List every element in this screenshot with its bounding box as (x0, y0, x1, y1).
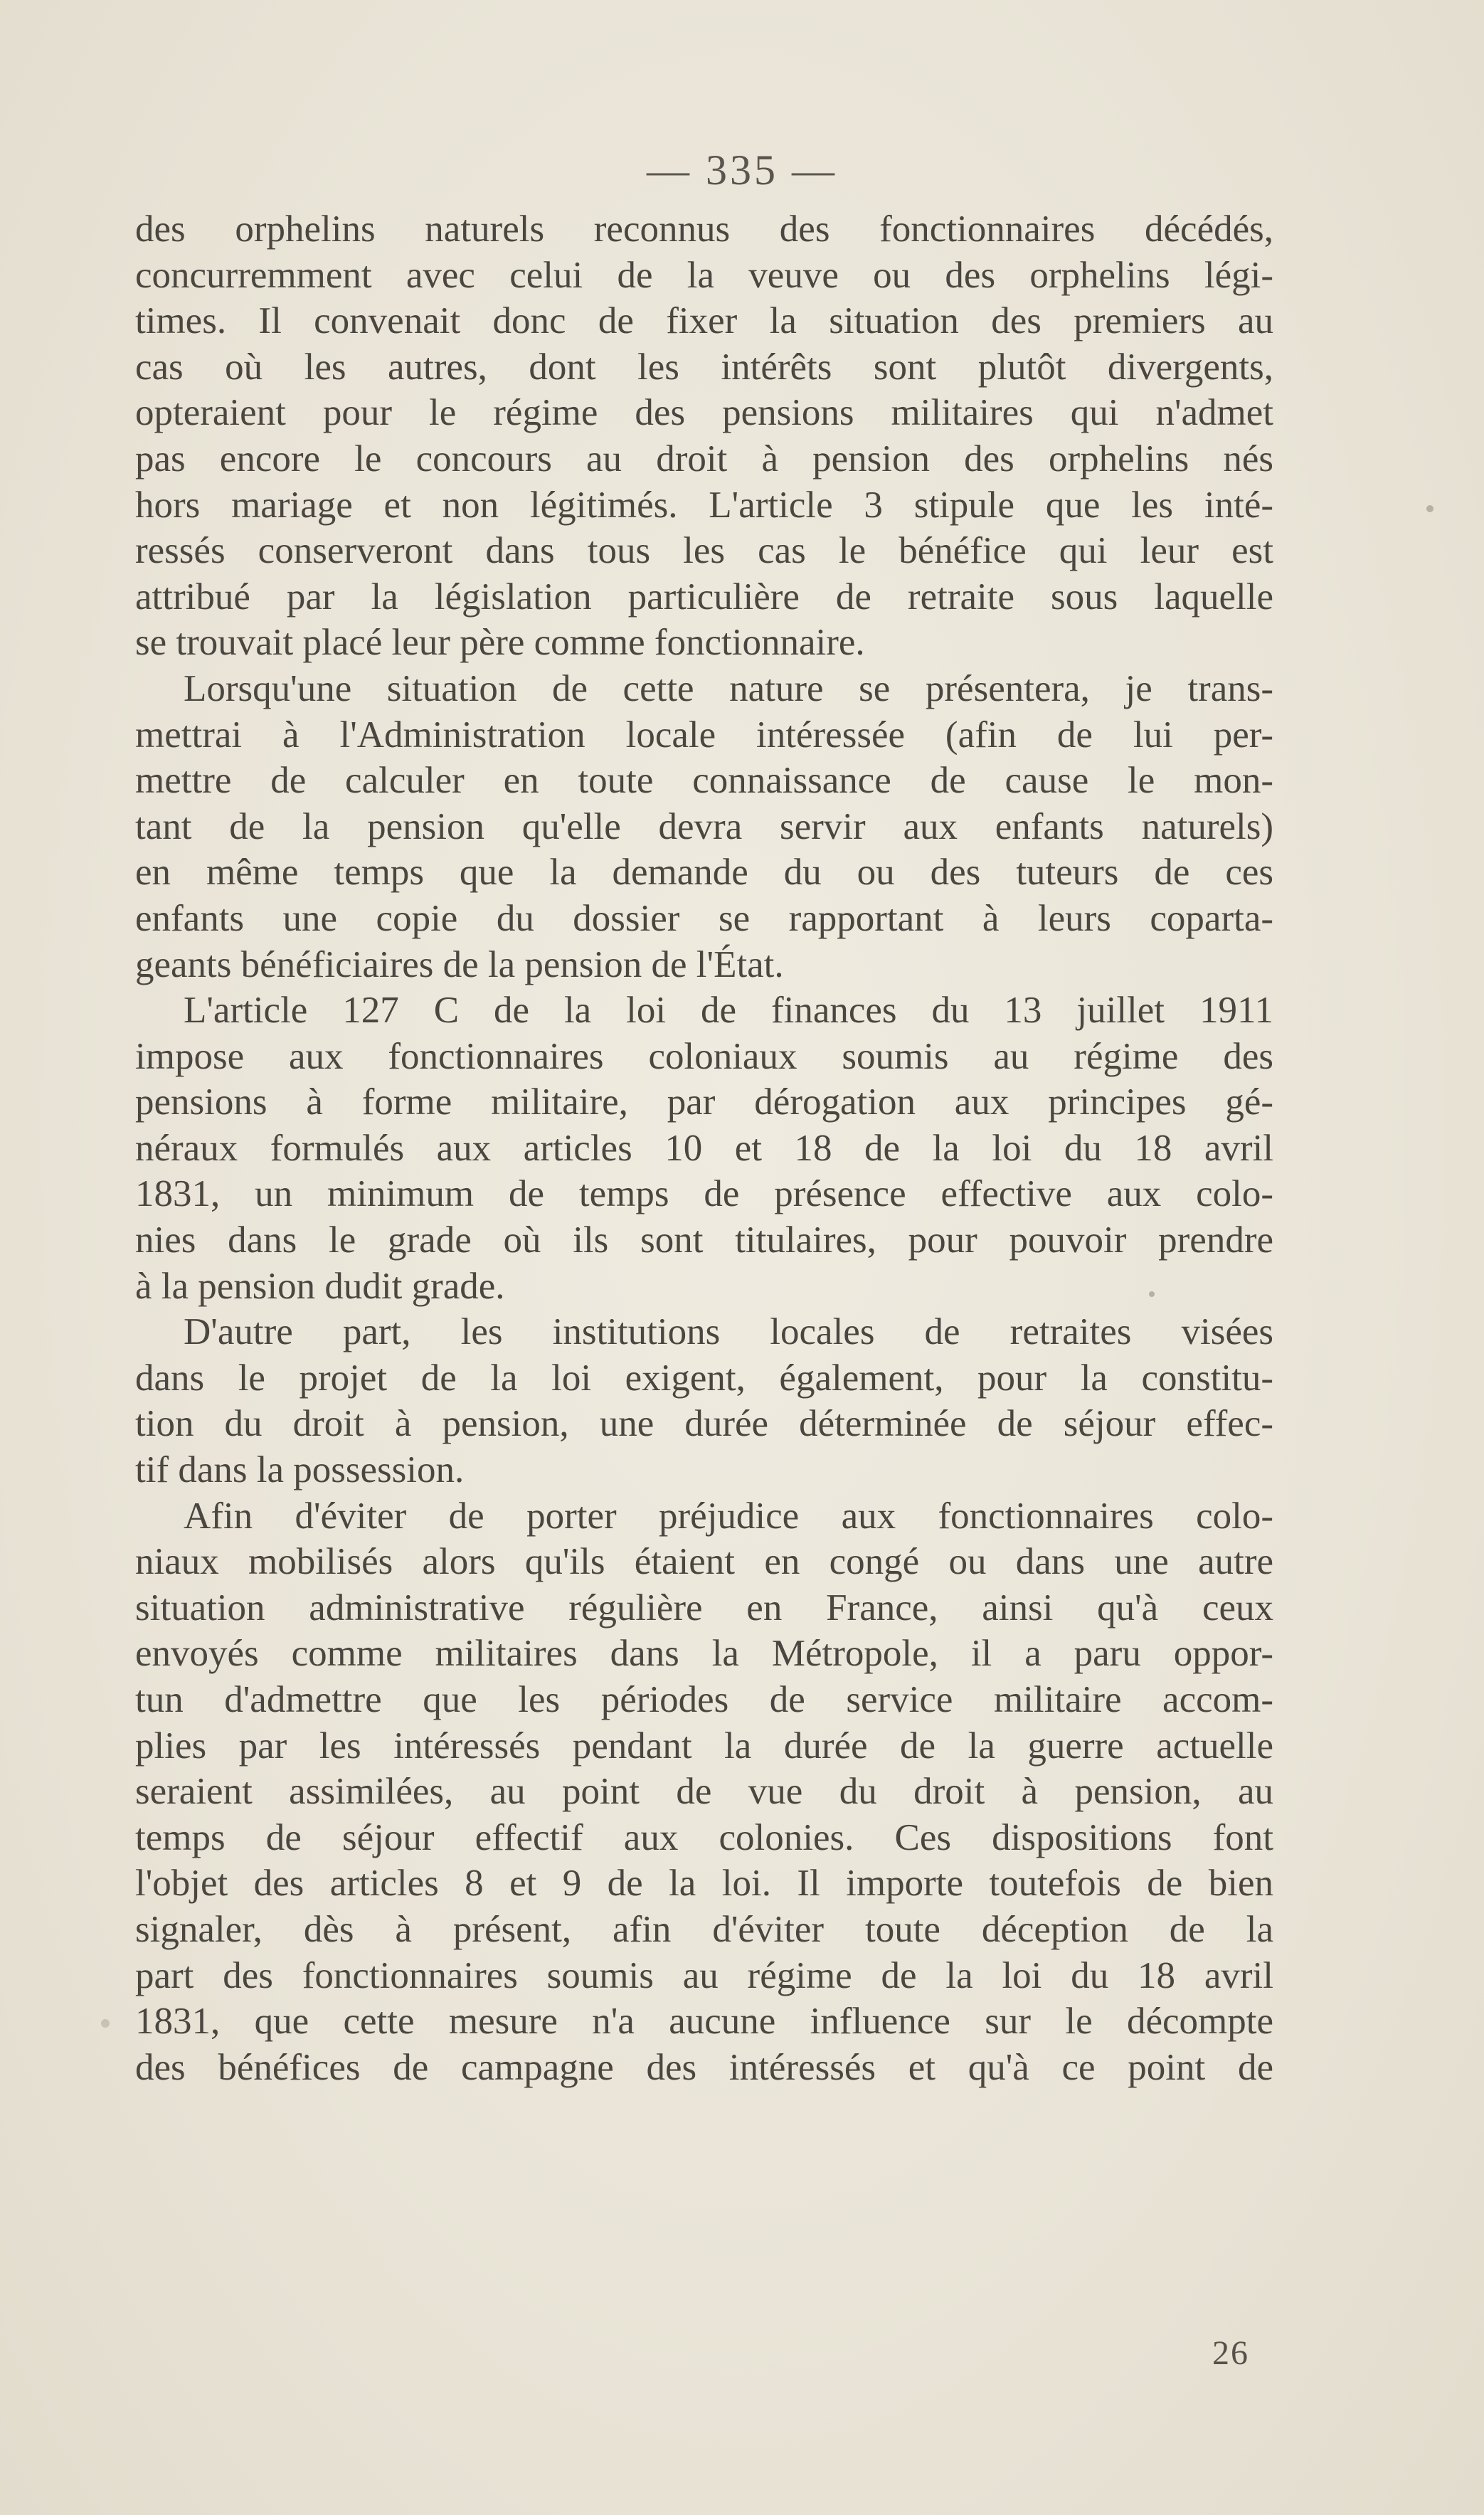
text-line: pensions à forme militaire, par dérogation aux principes gé- (135, 1081, 1273, 1123)
text-line: impose aux fonctionnaires coloniaux soumis au régime des (135, 1035, 1273, 1077)
text-line: mettre de calculer en toute connaissance de cause le mon- (135, 760, 1273, 802)
text-line: Lorsqu'une situation de cette nature se présentera, je trans- (184, 667, 1273, 709)
text-line: envoyés comme militaires dans la Métropole, il a paru oppor- (135, 1633, 1273, 1675)
text-line: seraient assimilées, au point de vue du droit à pension, au (135, 1771, 1273, 1813)
text-line: cas où les autres, dont les intérêts sont plutôt divergents, (135, 346, 1273, 388)
scan-speck (1426, 505, 1433, 512)
text-line: tun d'admettre que les périodes de service militaire accom- (135, 1679, 1273, 1720)
text-line: 1831, un minimum de temps de présence effective aux colo- (135, 1173, 1273, 1215)
text-line: à la pension dudit grade. (135, 1265, 505, 1307)
text-line: situation administrative régulière en France, ainsi qu'à ceux (135, 1587, 1273, 1629)
scan-speck (101, 2019, 110, 2028)
text-line: signaler, dès à présent, afin d'éviter toute déception de la (135, 1908, 1273, 1950)
paragraph-3 (135, 988, 1273, 1309)
text-line: ressés conserveront dans tous les cas le bénéfice qui leur est (135, 530, 1273, 572)
text-line: concurremment avec celui de la veuve ou des orphelins légi- (135, 254, 1273, 296)
signature-mark: 26 (1212, 2334, 1249, 2372)
paragraph-5 (135, 1493, 1273, 2091)
text-line: times. Il convenait donc de fixer la situation des premiers au (135, 300, 1273, 342)
text-line: plies par les intéressés pendant la durée de la guerre actuelle (135, 1725, 1273, 1767)
text-line: dans le projet de la loi exigent, également, pour la constitu- (135, 1357, 1273, 1399)
scan-speck (1149, 1291, 1155, 1297)
text-line: L'article 127 C de la loi de finances du 13 juillet 1911 (184, 990, 1273, 1032)
text-line: des orphelins naturels reconnus des fonctionnaires décédés, (135, 208, 1273, 250)
text-line: geants bénéficiaires de la pension de l'État. (135, 943, 784, 985)
page-number: — 335 — (647, 147, 837, 194)
text-line: enfants une copie du dossier se rapportant à leurs coparta- (135, 897, 1273, 939)
paragraph-4 (135, 1309, 1273, 1493)
text-line: tif dans la possession. (135, 1449, 465, 1491)
body-text (135, 206, 1273, 2090)
text-line: Afin d'éviter de porter préjudice aux fonctionnaires colo- (184, 1495, 1273, 1537)
text-line: nies dans le grade où ils sont titulaires, pour pouvoir prendre (135, 1219, 1273, 1261)
text-line: attribué par la législation particulière de retraite sous laquelle (135, 576, 1273, 618)
paragraph-1 (135, 206, 1273, 666)
text-line: tion du droit à pension, une durée déterminée de séjour effec- (135, 1403, 1273, 1445)
text-line: pas encore le concours au droit à pension des orphelins nés (135, 438, 1273, 480)
text-line: hors mariage et non légitimés. L'article 3 stipule que les inté- (135, 484, 1273, 526)
text-line: opteraient pour le régime des pensions militaires qui n'admet (135, 392, 1273, 434)
text-line: mettrai à l'Administration locale intéressée (afin de lui per- (135, 714, 1273, 756)
text-line: l'objet des articles 8 et 9 de la loi. Il importe toutefois de bien (135, 1863, 1273, 1905)
text-line: des bénéfices de campagne des intéressés et qu'à ce point de (135, 2046, 1273, 2088)
text-line: D'autre part, les institutions locales de retraites visées (184, 1311, 1273, 1353)
text-line: tant de la pension qu'elle devra servir aux enfants naturels) (135, 805, 1273, 847)
text-line: part des fonctionnaires soumis au régime de la loi du 18 avril (135, 1954, 1273, 1996)
text-line: temps de séjour effectif aux colonies. Ces dispositions font (135, 1816, 1273, 1858)
text-line: se trouvait placé leur père comme fonctionnaire. (135, 622, 865, 664)
text-line: en même temps que la demande du ou des tuteurs de ces (135, 852, 1273, 894)
paragraph-2 (135, 666, 1273, 988)
text-line: néraux formulés aux articles 10 et 18 de la loi du 18 avril (135, 1127, 1273, 1169)
text-line: 1831, que cette mesure n'a aucune influence sur le décompte (135, 2001, 1273, 2043)
text-line: niaux mobilisés alors qu'ils étaient en congé ou dans une autre (135, 1541, 1273, 1583)
